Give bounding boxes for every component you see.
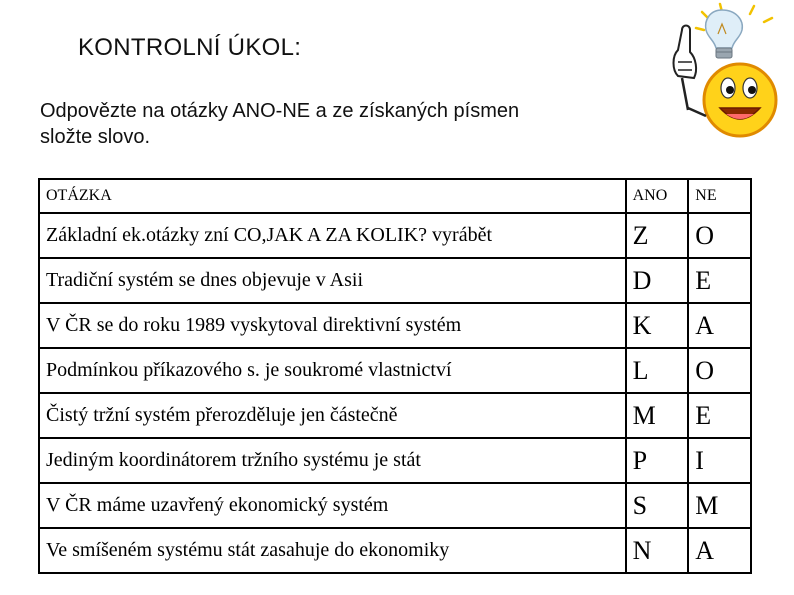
question-cell: Jediným koordinátorem tržního systému je stát	[39, 438, 626, 483]
instruction-line-1: Odpovězte na otázky ANO-NE a ze získaných písmen	[40, 100, 520, 122]
question-cell: Ve smíšeném systému stát zasahuje do ekonomiky	[39, 528, 626, 573]
yes-letter-cell: L	[626, 348, 689, 393]
question-cell: V ČR máme uzavřený ekonomický systém	[39, 483, 626, 528]
instruction-line-2: složte slovo.	[40, 126, 151, 148]
table-row	[39, 348, 751, 393]
question-cell: Podmínkou příkazového s. je soukromé vlastnictví	[39, 348, 626, 393]
table-row	[39, 393, 751, 438]
table-row	[39, 528, 751, 573]
yes-letter-cell: D	[626, 258, 689, 303]
no-letter-cell: A	[688, 303, 751, 348]
yes-letter-cell: M	[626, 393, 689, 438]
lightbulb-smiley-icon	[660, 0, 790, 150]
table-row	[39, 483, 751, 528]
yes-letter-cell: K	[626, 303, 689, 348]
no-letter-cell: O	[688, 348, 751, 393]
no-letter-cell: A	[688, 528, 751, 573]
table-row	[39, 438, 751, 483]
yes-letter-cell: S	[626, 483, 689, 528]
table-row	[39, 258, 751, 303]
header-no: NE	[688, 179, 751, 213]
yes-letter-cell: P	[626, 438, 689, 483]
question-cell: Tradiční systém se dnes objevuje v Asii	[39, 258, 626, 303]
table-row	[39, 213, 751, 258]
no-letter-cell: I	[688, 438, 751, 483]
page-title: KONTROLNÍ ÚKOL:	[78, 34, 302, 61]
quiz-table	[38, 178, 752, 574]
no-letter-cell: E	[688, 393, 751, 438]
table-row	[39, 303, 751, 348]
header-question: OTÁZKA	[39, 179, 626, 213]
no-letter-cell: E	[688, 258, 751, 303]
instruction-text	[40, 98, 640, 150]
question-cell: V ČR se do roku 1989 vyskytoval direktivní systém	[39, 303, 626, 348]
no-letter-cell: M	[688, 483, 751, 528]
no-letter-cell: O	[688, 213, 751, 258]
question-cell: Základní ek.otázky zní CO,JAK A ZA KOLIK? vyrábět	[39, 213, 626, 258]
header-yes: ANO	[626, 179, 689, 213]
yes-letter-cell: N	[626, 528, 689, 573]
question-cell: Čistý tržní systém přerozděluje jen částečně	[39, 393, 626, 438]
table-header-row	[39, 179, 751, 213]
yes-letter-cell: Z	[626, 213, 689, 258]
